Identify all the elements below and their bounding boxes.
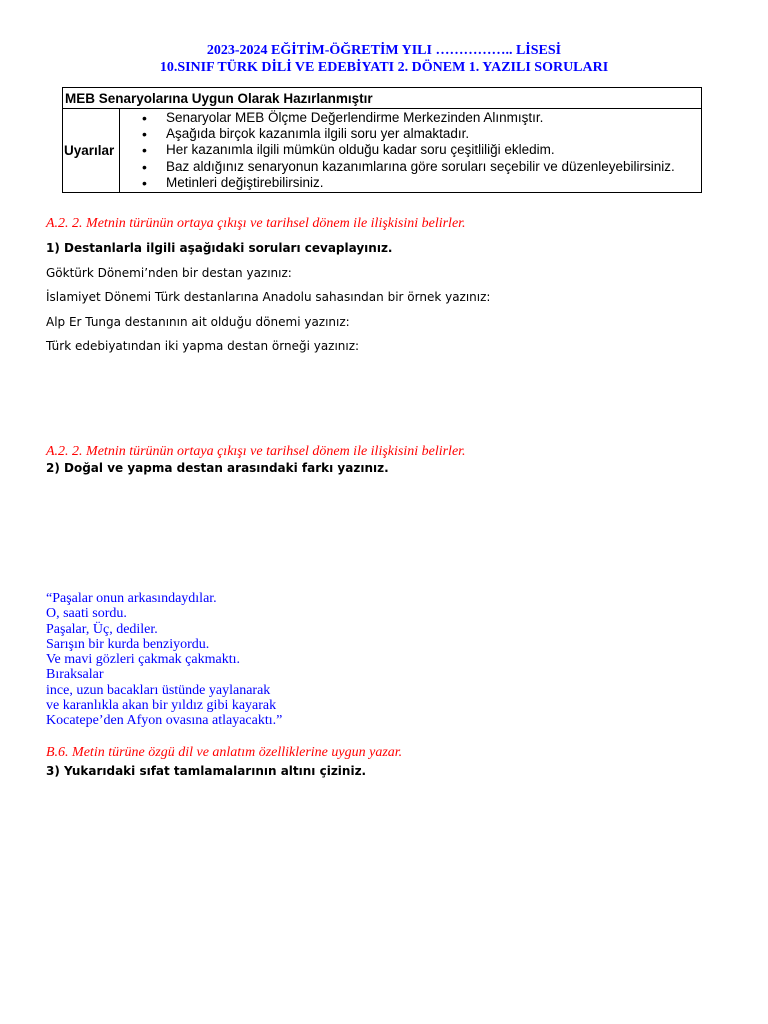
objective-2: A.2. 2. Metnin türünün ortaya çıkışı ve tarihsel dönem ile ilişkisini belirler. (46, 444, 466, 459)
document-title: 2023-2024 EĞİTİM-ÖĞRETİM YILI …………….. LİSESİ (206, 43, 562, 58)
warning-item: • Senaryolar MEB Ölçme Değerlendirme Merkezinden Alınmıştır. (120, 110, 701, 126)
objective-1: A.2. 2. Metnin türünün ortaya çıkışı ve tarihsel dönem ile ilişkisini belirler. (46, 216, 466, 231)
poem-line: O, saati sordu. (46, 606, 127, 622)
subquestion-4: Türk edebiyatından iki yapma destan örneği yazınız: (46, 339, 360, 353)
warnings-label: Uyarılar (63, 109, 120, 193)
poem-line: ve karanlıkla akan bir yıldız gibi kayarak (46, 698, 277, 714)
warning-item: • Baz aldığınız senaryonun kazanımlarına göre soruları seçebilir ve düzenleyebilirsiniz. (120, 159, 701, 175)
info-table-heading: MEB Senaryolarına Uygun Olarak Hazırlanmıştır (63, 88, 702, 109)
warnings-list (120, 110, 701, 191)
warnings-cell (120, 109, 702, 193)
warning-item: • Aşağıda birçok kazanımla ilgili soru yer almaktadır. (120, 126, 701, 142)
poem-line: Paşalar, Üç, dediler. (46, 621, 158, 637)
warning-item: • Her kazanımla ilgili mümkün olduğu kadar soru çeşitliliği ekledim. (120, 142, 701, 158)
poem-line: Ve mavi gözleri çakmak çakmaktı. (46, 652, 240, 668)
objective-3: B.6. Metin türüne özgü dil ve anlatım özelliklerine uygun yazar. (46, 745, 403, 760)
poem-line: Sarışın bir kurda benziyordu. (46, 636, 210, 652)
subquestion-1: Göktürk Dönemi’nden bir destan yazınız: (46, 266, 292, 280)
info-table (62, 87, 702, 193)
poem (46, 591, 282, 729)
subquestion-3: Alp Er Tunga destanının ait olduğu dönemi yazınız: (46, 315, 350, 329)
poem-line: ince, uzun bacakları üstünde yaylanarak (46, 682, 271, 698)
question-3: 3) Yukarıdaki sıfat tamlamalarının altını çiziniz. (46, 764, 367, 778)
poem-line: “Paşalar onun arkasındaydılar. (46, 591, 217, 606)
subquestion-2: İslamiyet Dönemi Türk destanlarına Anadolu sahasından bir örnek yazınız: (46, 290, 491, 304)
question-1: 1) Destanlarla ilgili aşağıdaki soruları cevaplayınız. (46, 241, 393, 255)
document-subtitle: 10.SINIF TÜRK DİLİ VE EDEBİYATI 2. DÖNEM 1. YAZILI SORULARI (159, 60, 609, 75)
question-2: 2) Doğal ve yapma destan arasındaki farkı yazınız. (46, 461, 389, 475)
poem-line: Kocatepe’den Afyon ovasına atlayacaktı.” (46, 713, 283, 729)
poem-line: Bıraksalar (46, 667, 104, 683)
warning-item: • Metinleri değiştirebilirsiniz. (120, 175, 701, 191)
